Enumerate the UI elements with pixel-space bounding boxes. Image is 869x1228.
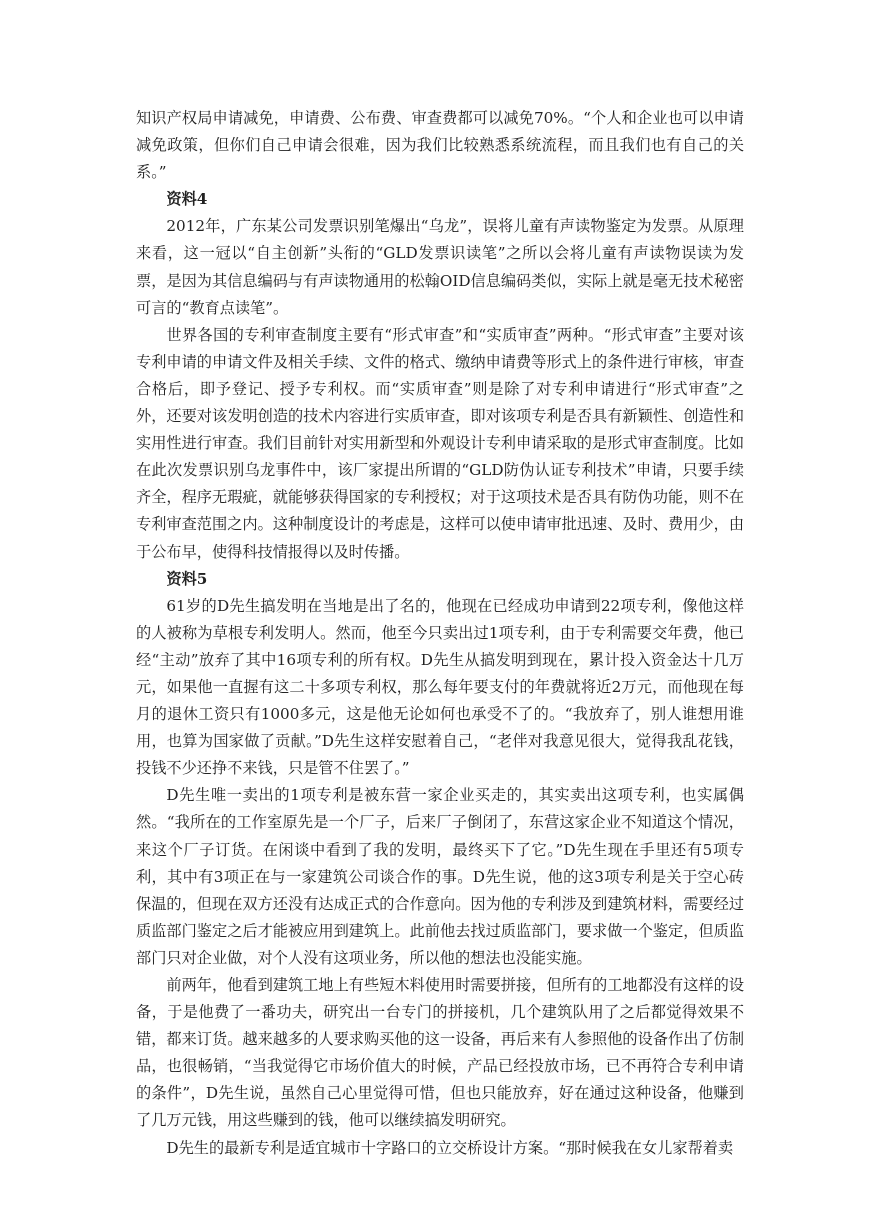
paragraph: 2012年，广东某公司发票识别笔爆出“乌龙”，误将儿童有声读物鉴定为发票。从原理来看，这一冠以“自主创新”头衔的“GLD发票识读笔”之所以会将儿童有声读物误读为发票，是因为其信息编码与有声读物通用的松翰OID信息编码类似，实际上就是毫无技术秘密可言的“教育点读笔”。 <box>136 217 744 317</box>
paragraph: 世界各国的专利审查制度主要有“形式审查”和“实质审查”两种。“形式审查”主要对该专利申请的申请文件及相关手续、文件的格式、缴纳申请费等形式上的条件进行审核，审查合格后，即予登记、授予专利权。而“实质审查”则是除了对专利申请进行“形式审查”之外，还要对该发明创造的技术内容进行实质审查，即对该项专利是否具有新颖性、创造性和实用性进行审查。我们目前针对实用新型和外观设计专利申请采取的是形式审查制度。比如在此次发票识别乌龙事件中，该厂家提出所谓的“GLD防伪认证专利技术”申请，只要手续齐全，程序无瑕疵，就能够获得国家的专利授权；对于这项技术是否具有防伪功能，则不在专利审查范围之内。这种制度设计的考虑是，这样可以使申请审批迅速、及时、费用少，由于公布早，使得科技情报得以及时传播。 <box>136 325 744 561</box>
section-heading: 资料5 <box>166 569 208 588</box>
paragraph: 前两年，他看到建筑工地上有些短木料使用时需要拼接，但所有的工地都没有这样的设备，于是他费了一番功夫，研究出一台专门的拼接机，几个建筑队用了之后都觉得效果不错，都来订货。越来越多的人要求购买他的这一设备，再后来有人参照他的设备作出了仿制品，也很畅销，“当我觉得它市场价值大的时候，产品已经投放市场，已不再符合专利申请的条件”，D先生说，虽然自己心里觉得可惜，但也只能放弃，好在通过这种设备，他赚到了几万元钱，用这些赚到的钱，他可以继续搞发明研究。 <box>136 976 744 1130</box>
paragraph: 知识产权局申请减免，申请费、公布费、审查费都可以减免70%。“个人和企业也可以申请减免政策，但你们自己申请会很难，因为我们比较熟悉系统流程，而且我们也有自己的关系。” <box>136 109 744 182</box>
section-heading: 资料4 <box>166 190 208 209</box>
paragraph: D先生的最新专利是适宜城市十字路口的立交桥设计方案。“那时候我在女儿家帮着卖 <box>166 1138 734 1157</box>
paragraph: D先生唯一卖出的1项专利是被东营一家企业买走的，其实卖出这项专利，也实属偶然。“我所在的工作室原先是一个厂子，后来厂子倒闭了，东营这家企业不知道这个情况，来这个厂子订货。在闲谈中看到了我的发明，最终买下了它。”D先生现在手里还有5项专利，其中有3项正在与一家建筑公司谈合作的事。D先生说，他的这3项专利是关于空心砖保温的，但现在双方还没有达成正式的合作意向。因为他的专利涉及到建筑材料，需要经过质监部门鉴定之后才能被应用到建筑上。此前他去找过质监部门，要求做一个鉴定，但质监部门只对企业做，对个人没有这项业务，所以他的想法也没能实施。 <box>136 786 744 967</box>
paragraph: 61岁的D先生搞发明在当地是出了名的，他现在已经成功申请到22项专利，像他这样的人被称为草根专利发明人。然而，他至今只卖出过1项专利，由于专利需要交年费，他已经“主动”放弃了其中16项专利的所有权。D先生从搞发明到现在，累计投入资金达十几万元，如果他一直握有这二十多项专利权，那么每年要支付的年费就将近2万元，而他现在每月的退休工资只有1000多元，这是他无论如何也承受不了的。“我放弃了，别人谁想用谁用，也算为国家做了贡献。”D先生这样安慰着自己，“老伴对我意见很大，觉得我乱花钱，投钱不少还挣不来钱，只是管不住罢了。” <box>136 596 744 778</box>
